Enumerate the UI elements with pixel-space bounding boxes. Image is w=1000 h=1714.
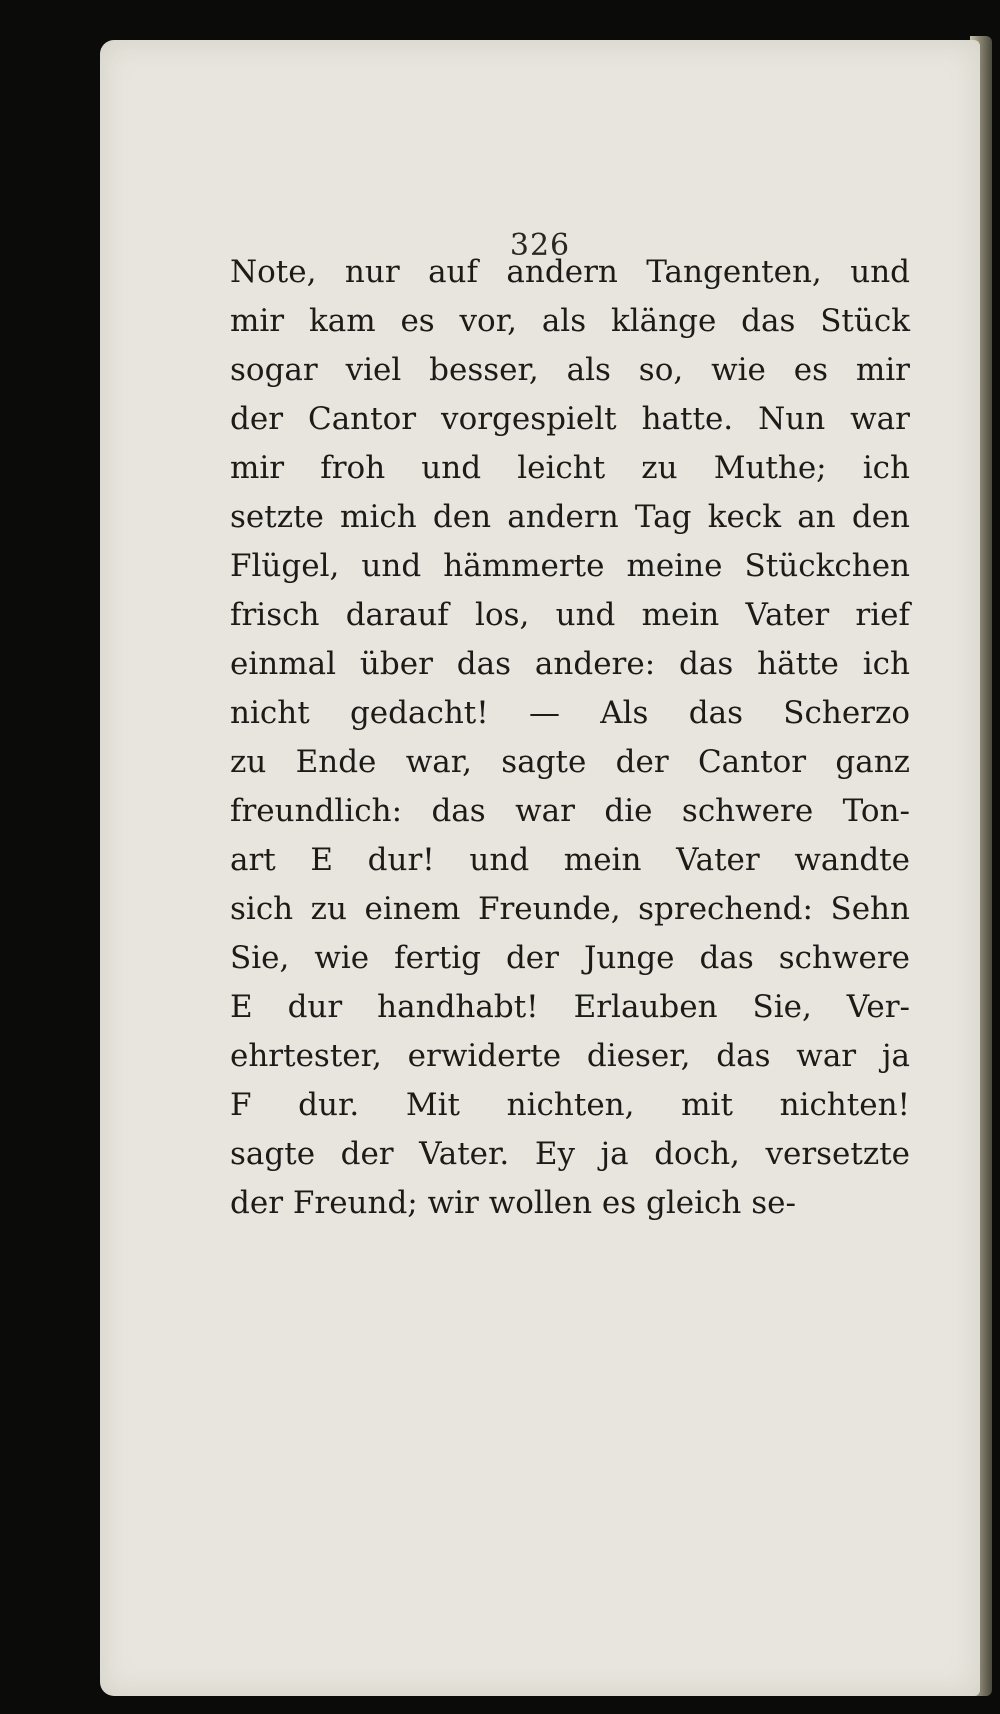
text-line: F dur. Mit nichten, mit nichten! [230, 1087, 910, 1123]
text-line: art E dur! und mein Vater wandte [230, 842, 910, 878]
text-line: mir kam es vor, als klänge das Stück [230, 303, 910, 339]
text-line: frisch darauf los, und mein Vater rief [230, 597, 910, 633]
text-line: nicht gedacht! — Als das Scherzo [230, 695, 910, 731]
text-line: setzte mich den andern Tag keck an den [230, 499, 910, 535]
page-number: 326 [509, 228, 571, 263]
text-line: der Cantor vorgespielt hatte. Nun war [230, 401, 910, 437]
text-line: zu Ende war, sagte der Cantor ganz [230, 744, 910, 780]
text-line: Sie, wie fertig der Junge das schwere [230, 940, 910, 976]
text-line: sogar viel besser, als so, wie es mir [230, 352, 910, 388]
body-text [230, 248, 910, 1228]
text-line: einmal über das andere: das hätte ich [230, 646, 910, 682]
text-line: sich zu einem Freunde, sprechend: Sehn [230, 891, 910, 927]
text-line: freundlich: das war die schwere Ton- [230, 793, 910, 829]
text-line: der Freund; wir wollen es gleich se- [230, 1185, 796, 1221]
text-line: ehrtester, erwiderte dieser, das war ja [230, 1038, 910, 1074]
text-line: E dur handhabt! Erlauben Sie, Ver- [230, 989, 910, 1025]
text-line: Note, nur auf andern Tangenten, und [230, 254, 910, 290]
text-line: Flügel, und hämmerte meine Stückchen [230, 548, 910, 584]
text-line: sagte der Vater. Ey ja doch, versetzte [230, 1136, 910, 1172]
text-line: mir froh und leicht zu Muthe; ich [230, 450, 910, 486]
